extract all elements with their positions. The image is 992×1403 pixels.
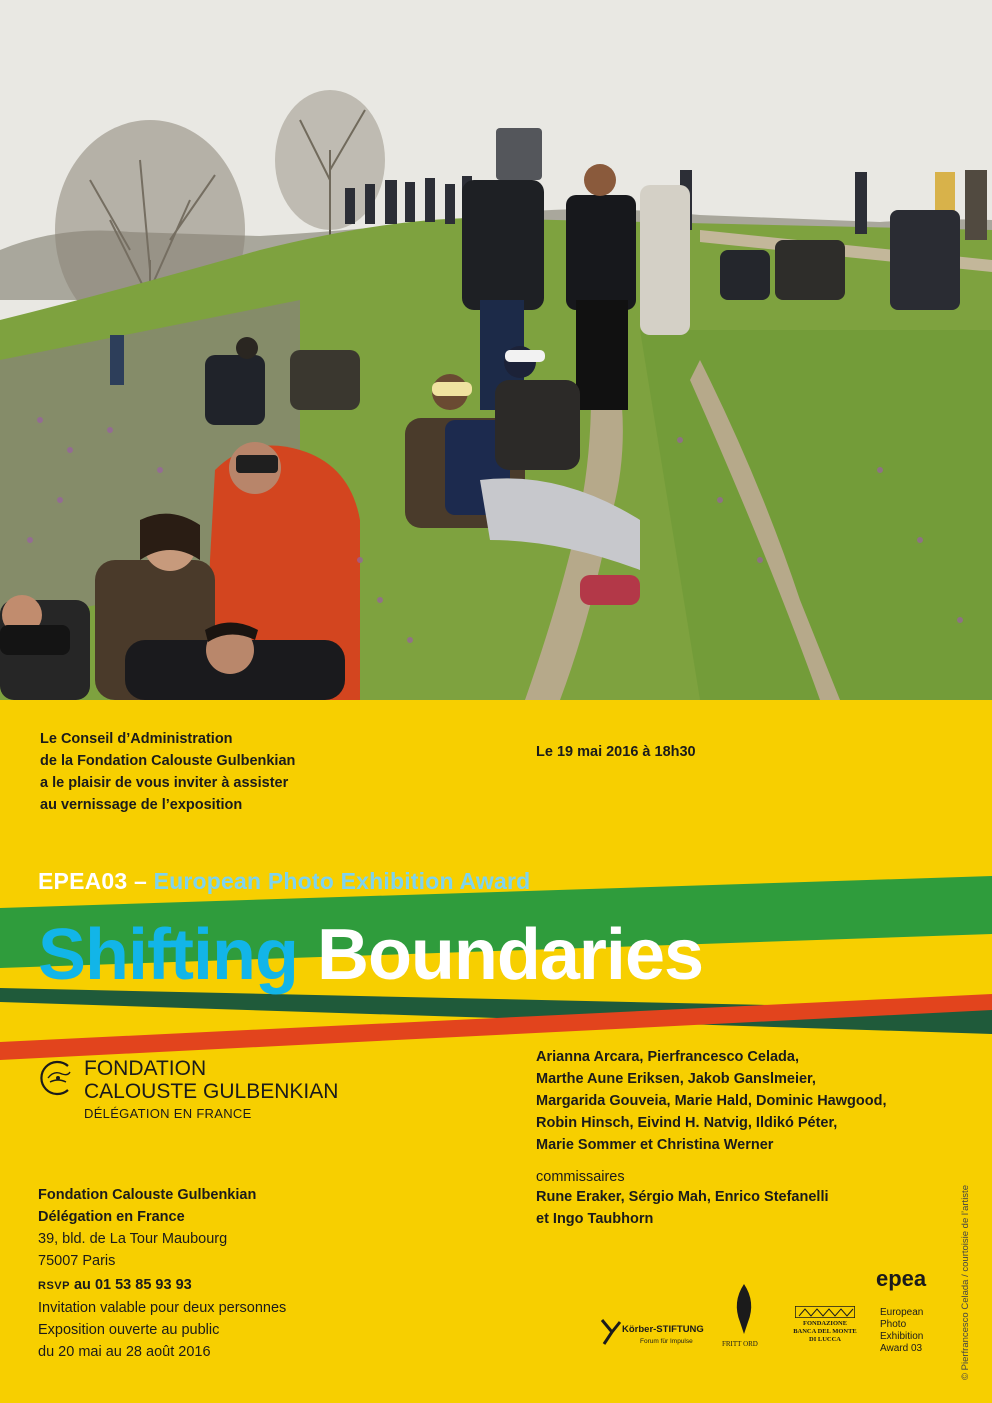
epea-award-text — [880, 1307, 923, 1355]
rsvp-line: Invitation valable pour deux personnes — [38, 1300, 287, 1316]
title-word-shifting: Shifting — [38, 915, 298, 995]
fritt-ord-logo — [722, 1284, 767, 1354]
fritt-ord-name: FRITT ORD — [722, 1340, 758, 1348]
epea-line: Award 03 — [880, 1343, 923, 1354]
epea-line: European — [880, 1307, 924, 1318]
lucca-line: DI LUCCA — [809, 1336, 841, 1343]
curators-line: Rune Eraker, Sérgio Mah, Enrico Stefanelli — [536, 1189, 829, 1205]
title-word-boundaries: Boundaries — [316, 915, 704, 995]
epea-line: Photo — [880, 1319, 907, 1330]
curators-line: et Ingo Taubhorn — [536, 1211, 654, 1227]
epea-logo: epea — [876, 1266, 927, 1291]
artists-list — [536, 1046, 966, 1156]
artists-line: Marthe Aune Eriksen, Jakob Ganslmeier, — [536, 1071, 816, 1087]
rsvp-phone: au 01 53 85 93 93 — [69, 1277, 192, 1293]
subtitle-code: EPEA03 – — [38, 868, 154, 894]
event-date: Le 19 mai 2016 à 18h30 — [536, 744, 696, 760]
exhibition-title — [38, 915, 703, 995]
korber-tagline: Forum für Impulse — [640, 1338, 693, 1345]
fondazione-lucca-logo — [790, 1306, 860, 1350]
exhibition-subtitle — [38, 868, 530, 895]
korber-stiftung-logo — [600, 1318, 710, 1358]
lucca-line: FONDAZIONE — [802, 1320, 848, 1327]
rsvp-info — [38, 1274, 458, 1363]
artists-line: Marie Sommer et Christina Werner — [536, 1137, 774, 1153]
artists-line: Robin Hinsch, Eivind H. Natvig, Ildikó Péter, — [536, 1115, 838, 1131]
address-line: Délégation en France — [38, 1209, 185, 1225]
address-line: 39, bld. de La Tour Maubourg — [38, 1231, 228, 1247]
hillside-photo — [0, 0, 992, 700]
curators-list — [536, 1186, 966, 1230]
venue-address — [38, 1184, 438, 1272]
invitation-line: de la Fondation Calouste Gulbenkian — [40, 753, 296, 769]
rsvp-label: RSVP — [38, 1280, 70, 1292]
invitation-line: Le Conseil d’Administration — [40, 731, 233, 747]
gulbenkian-emblem-icon — [38, 1058, 78, 1098]
logo-text-line: CALOUSTE GULBENKIAN — [84, 1080, 339, 1103]
subtitle-award: European Photo Exhibition Award — [153, 868, 531, 894]
artists-line: Arianna Arcara, Pierfrancesco Celada, — [536, 1049, 800, 1065]
lucca-line: BANCA DEL MONTE — [793, 1328, 857, 1335]
invitation-line: a le plaisir de vous inviter à assister — [40, 775, 289, 791]
invitation-text — [40, 728, 460, 816]
korber-mark-icon — [600, 1318, 622, 1346]
epea-line: Exhibition — [880, 1331, 924, 1342]
curators-label: commissaires — [536, 1169, 625, 1185]
logo-subtext: DÉLÉGATION EN FRANCE — [84, 1106, 252, 1121]
artists-line: Margarida Gouveia, Marie Hald, Dominic Hawgood, — [536, 1093, 887, 1109]
logo-text-line: FONDATION — [84, 1057, 207, 1080]
rsvp-line: du 20 mai au 28 août 2016 — [38, 1344, 211, 1360]
address-line: 75007 Paris — [38, 1253, 116, 1269]
photo-credit: © Pierfrancesco Celada / courtoisie de l’artiste — [960, 1185, 971, 1380]
address-line: Fondation Calouste Gulbenkian — [38, 1187, 257, 1203]
rsvp-line: Exposition ouverte au public — [38, 1322, 220, 1338]
lucca-emblem-icon — [795, 1306, 855, 1318]
fritt-ord-quill-icon — [732, 1284, 756, 1334]
korber-name: Körber-STIFTUNG — [622, 1324, 704, 1335]
gulbenkian-logo — [38, 1052, 338, 1124]
invitation-line: au vernissage de l’exposition — [40, 797, 243, 813]
